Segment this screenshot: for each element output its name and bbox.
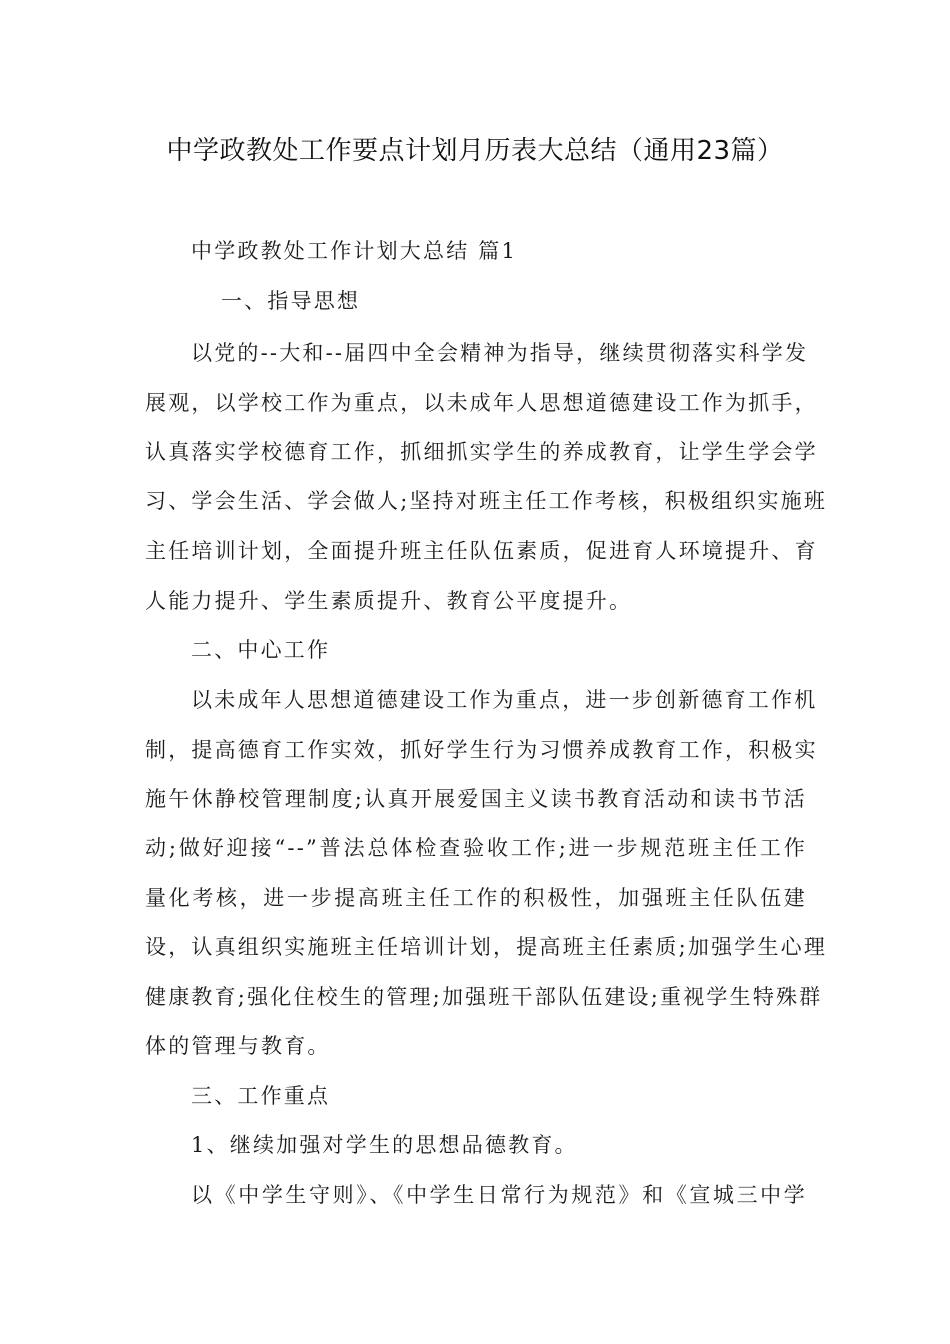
heading-guiding-ideology: 一、指导思想 [221,289,361,313]
paragraph-line: 施午休静校管理制度;认真开展爱国主义读书教育活动和读书节活 [145,787,807,811]
paragraph-line: 动;做好迎接“--”普法总体检查验收工作;进一步规范班主任工作 [145,836,807,860]
paragraph-line: 以党的--大和--届四中全会精神为指导，继续贯彻落实科学发 [191,341,809,365]
paragraph-line: 制，提高德育工作实效，抓好学生行为习惯养成教育工作，积极实 [145,738,818,762]
paragraph-line: 体的管理与教育。 [145,1034,331,1058]
paragraph-line: 人能力提升、学生素质提升、教育公平度提升。 [145,589,633,613]
heading-central-work: 二、中心工作 [191,638,331,662]
document-title: 中学政教处工作要点计划月历表大总结（通用23篇） [166,136,784,166]
paragraph-line: 健康教育;强化住校生的管理;加强班干部队伍建设;重视学生特殊群 [145,985,823,1009]
paragraph-line: 认真落实学校德育工作，抓细抓实学生的养成教育，让学生学会学 [145,440,818,464]
list-item: 1、继续加强对学生的思想品德教育。 [191,1133,578,1157]
paragraph-line: 量化考核，进一步提高班主任工作的积极性，加强班主任队伍建 [145,886,807,910]
paragraph-line: 习、学会生活、学会做人;坚持对班主任工作考核，积极组织实施班 [145,489,828,513]
paragraph-line: 以未成年人思想道德建设工作为重点，进一步创新德育工作机 [191,688,818,712]
section-heading: 中学政教处工作计划大总结 篇1 [191,239,518,263]
paragraph-line: 展观，以学校工作为重点，以未成年人思想道德建设工作为抓手， [145,391,818,415]
heading-work-focus: 三、工作重点 [191,1084,331,1108]
paragraph-line: 主任培训计划，全面提升班主任队伍素质，促进育人环境提升、育 [145,539,818,563]
paragraph-line: 以《中学生守则》、《中学生日常行为规范》和《宣城三中学 [191,1183,807,1207]
paragraph-line: 设，认真组织实施班主任培训计划，提高班主任素质;加强学生心理 [145,935,828,959]
